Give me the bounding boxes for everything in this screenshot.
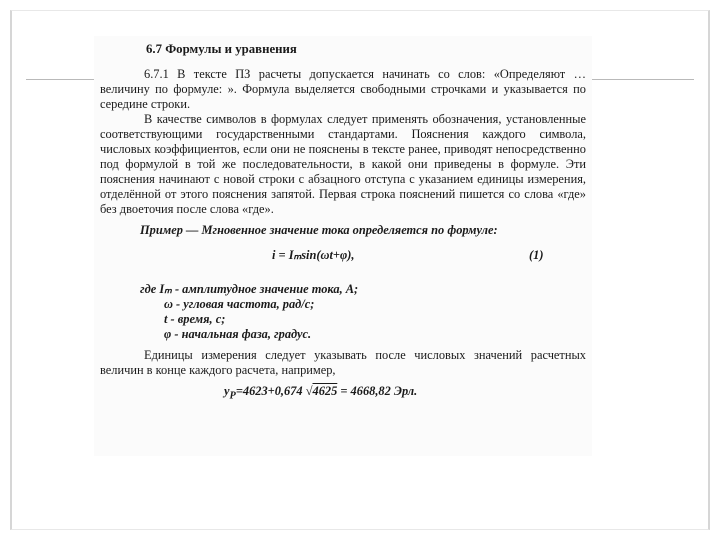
formula-2-radicand: 4625 — [312, 384, 338, 398]
paragraph-6-7-1: 6.7.1 В тексте ПЗ расчеты допускается начинать со слов: «Определяют … величину по формуле: ». Формула выделяется свободными строчками и указывается по середине строки. — [100, 67, 586, 111]
section-heading: 6.7 Формулы и уравнения — [146, 42, 297, 56]
formula-explanations — [140, 282, 586, 342]
formula-2-subscript: P — [229, 390, 236, 402]
example-line: Пример — Мгновенное значение тока определяется по формуле: — [140, 223, 498, 237]
paragraph-symbols: В качестве символов в формулах следует применять обозначения, установленные соответствующими государственными стандартами. Пояснения каждого символа, числовых коэффициентов, если они не пояснены в тексте ранее, приводят непосредственно под формулой в той же последовательности, в какой они приведены в формуле. Эти пояснения начинают с новой строки с абзацного отступа с указанием единицы измерения, отделённой от этого пояснения запятой. Первая строка пояснений пишется со слова «где» без двоеточия после слова «где». — [100, 112, 586, 216]
formula-1: i = Iₘsin(ωt+φ), — [272, 248, 355, 262]
scanned-document-page — [94, 36, 592, 456]
explanation-line: t - время, с; — [164, 312, 226, 326]
units-paragraph: Единицы измерения следует указывать после числовых значений расчетных величин в конце каждого расчета, например, — [100, 348, 586, 377]
formula-2-variable: y — [224, 384, 230, 398]
explanation-line: ω - угловая частота, рад/с; — [164, 297, 315, 311]
sqrt-icon: √ — [305, 384, 313, 398]
formula-1-number: (1) — [529, 248, 544, 262]
explanation-line: φ - начальная фаза, градус. — [164, 327, 312, 341]
formula-2-part-a: =4623+0,674 — [235, 384, 306, 398]
formula-2 — [224, 384, 586, 403]
formula-1-row — [100, 246, 586, 268]
explanation-line: где Iₘ - амплитудное значение тока, А; — [140, 282, 359, 296]
formula-2-part-b: = 4668,82 Эрл. — [337, 384, 418, 398]
